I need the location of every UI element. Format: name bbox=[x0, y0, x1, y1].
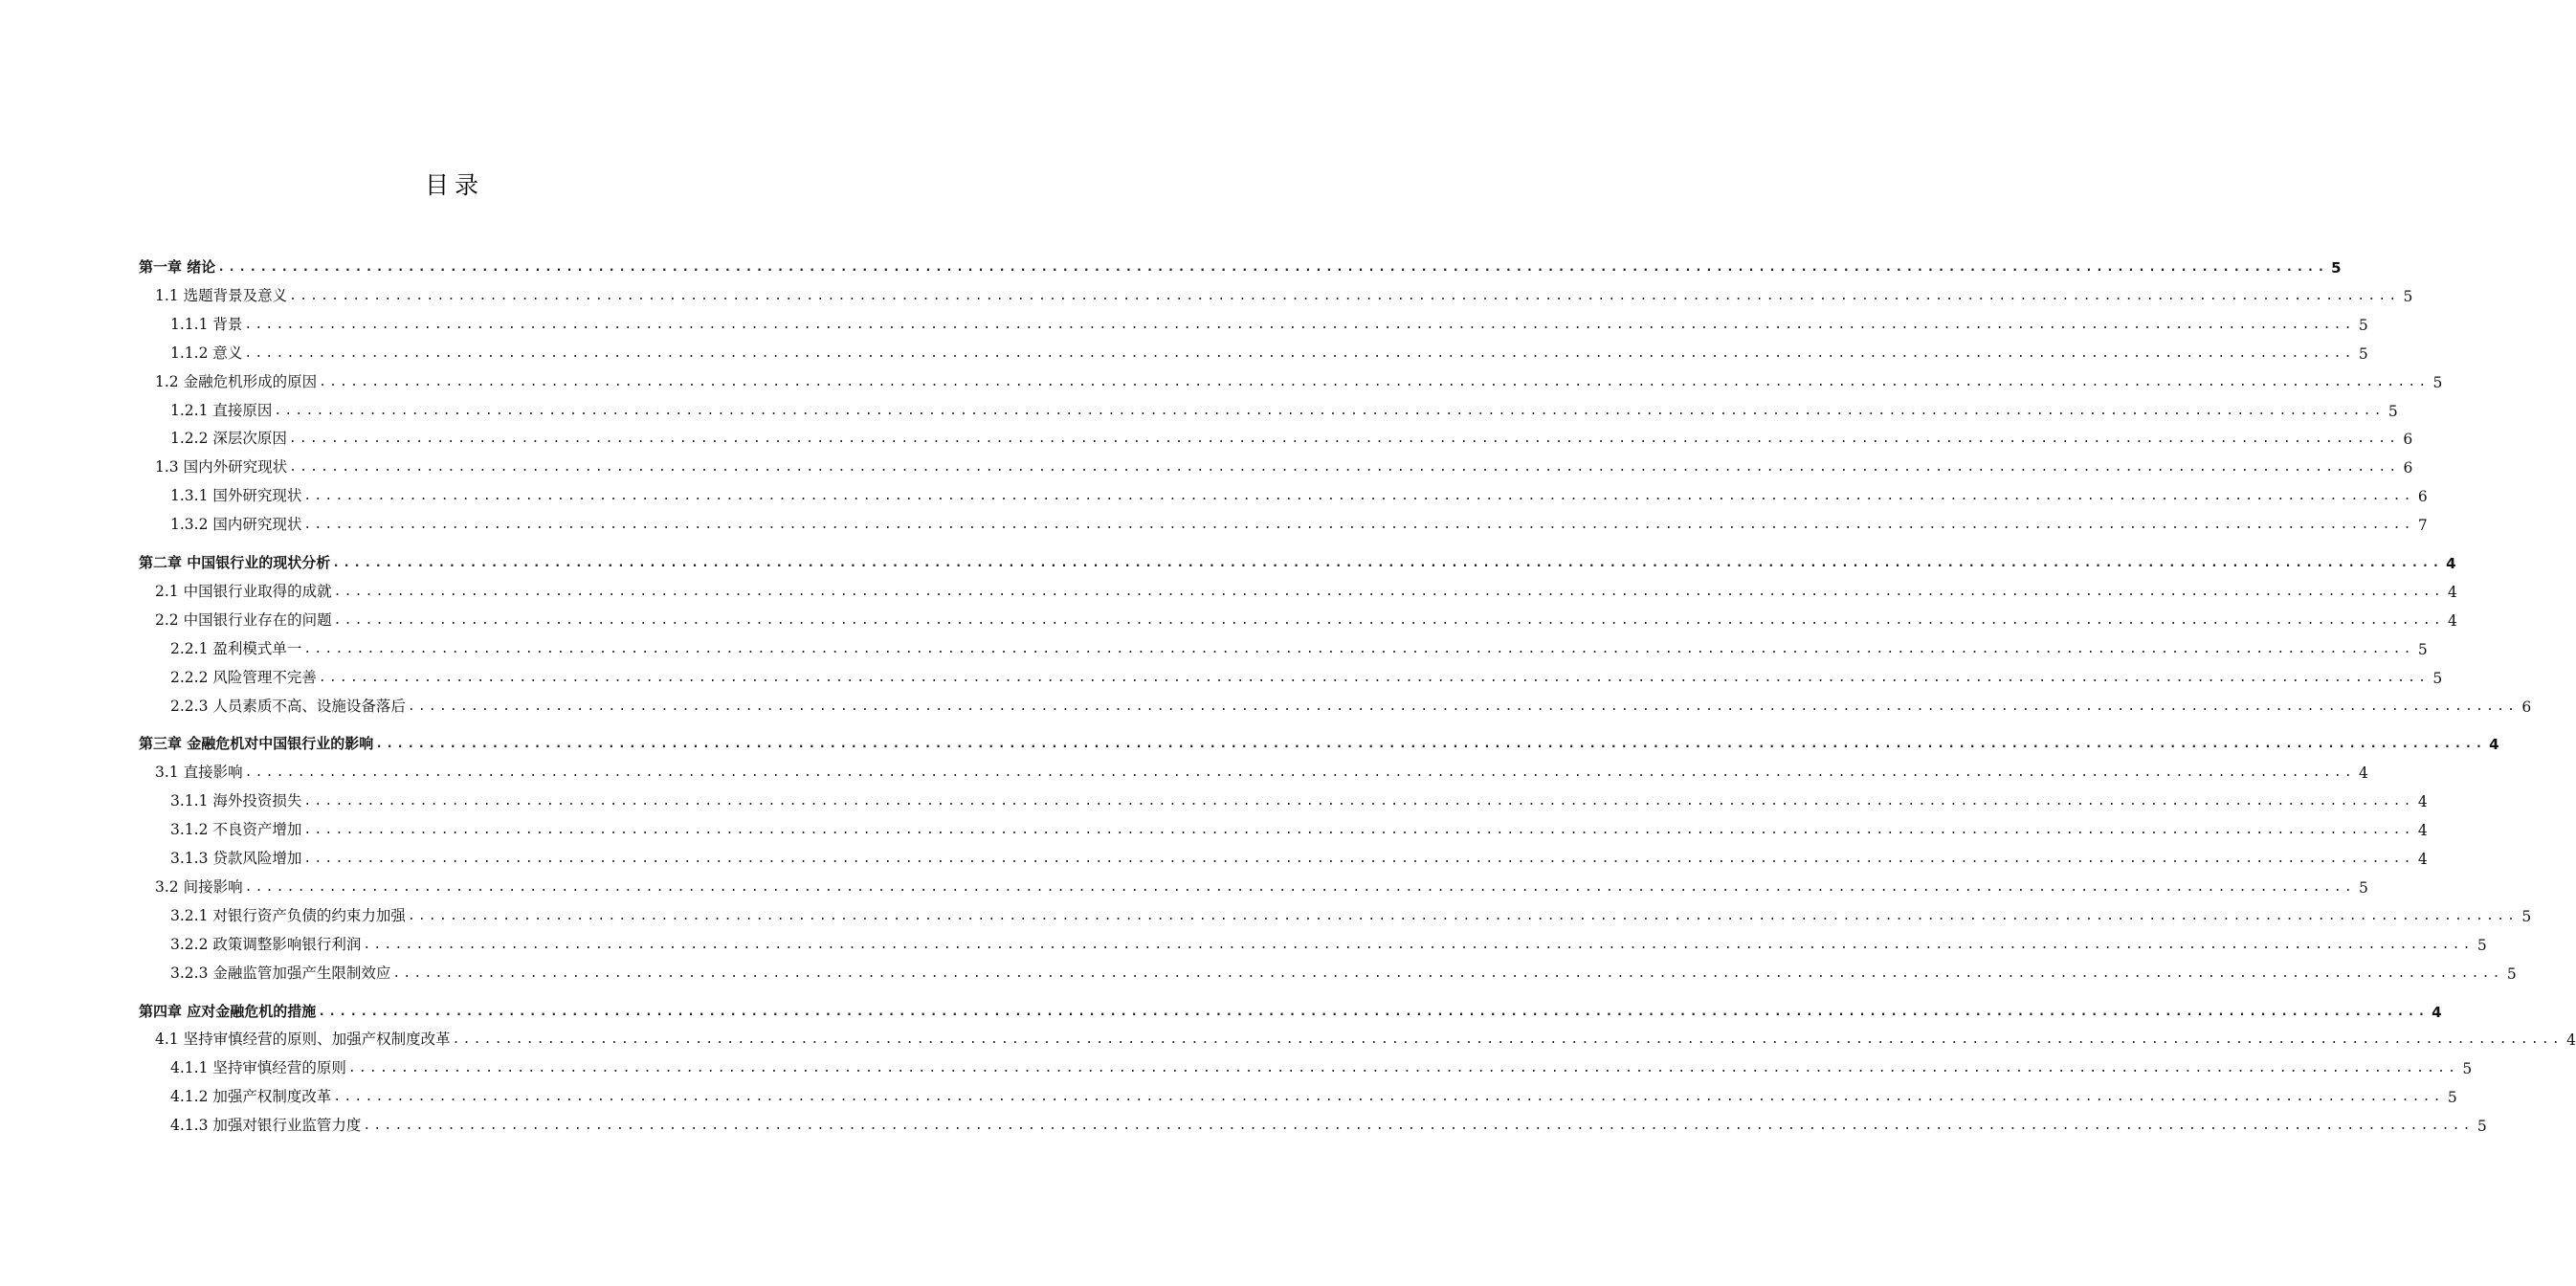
toc-page-number: 4 bbox=[2417, 822, 2428, 840]
toc-entry-label: 3.2.2 政策调整影响银行利润 bbox=[170, 935, 362, 953]
toc-page-number: 5 bbox=[2447, 1089, 2457, 1107]
toc-page-number: 4 bbox=[2417, 851, 2428, 868]
toc-chapter-entry[interactable] bbox=[0, 996, 2442, 1021]
toc-subsection-entry[interactable] bbox=[0, 958, 2517, 983]
toc-page-number: 5 bbox=[2521, 907, 2532, 925]
toc-subsection-entry[interactable] bbox=[0, 786, 2428, 811]
toc-section-entry[interactable] bbox=[0, 1024, 2576, 1050]
toc-chapter-entry[interactable] bbox=[0, 252, 2342, 277]
toc-page-number: 4 bbox=[2446, 555, 2456, 572]
toc-subsection-entry[interactable] bbox=[0, 929, 2487, 954]
dot-leader: ........................................................................................................................................................................................................ bbox=[332, 556, 2443, 570]
toc-entry-label: 1.3.1 国外研究现状 bbox=[170, 487, 302, 505]
toc-subsection-entry[interactable] bbox=[0, 338, 2368, 363]
toc-entry-label: 1.2.1 直接原因 bbox=[170, 401, 273, 419]
dot-leader: ........................................................................................................................................................................................................ bbox=[375, 737, 2486, 752]
toc-subsection-entry[interactable] bbox=[0, 900, 2532, 925]
toc-entry-label: 3.2 间接影响 bbox=[155, 877, 243, 896]
toc-page-number: 6 bbox=[2417, 488, 2428, 506]
toc-page-number: 4 bbox=[2448, 583, 2457, 601]
toc-entry-label: 4.1.1 坚持审慎经营的原则 bbox=[170, 1059, 346, 1077]
toc-entry-label: 第一章 绪论 bbox=[139, 258, 216, 276]
dot-leader: ........................................................................................................................................................................................................ bbox=[318, 670, 2430, 685]
toc-section-entry[interactable] bbox=[0, 280, 2413, 305]
dot-leader: ........................................................................................................................................................................................................ bbox=[407, 698, 2519, 714]
toc-entry-label: 4.1 坚持审慎经营的原则、加强产权制度改革 bbox=[155, 1031, 451, 1049]
toc-entry-label: 3.1.1 海外投资损失 bbox=[170, 792, 302, 810]
toc-page-number: 5 bbox=[2358, 316, 2368, 334]
toc-entry-label: 3.1.3 贷款风险增加 bbox=[170, 850, 302, 867]
dot-leader: ........................................................................................................................................................................................................ bbox=[289, 288, 2400, 303]
toc-section-entry[interactable] bbox=[0, 605, 2457, 630]
toc-chapter-entry[interactable] bbox=[0, 728, 2499, 754]
toc-entry-label: 3.1.2 不良资产增加 bbox=[170, 821, 302, 839]
dot-leader: ........................................................................................................................................................................................................ bbox=[244, 317, 2355, 332]
toc-entry-label: 4.1.3 加强对银行业监管力度 bbox=[170, 1117, 362, 1135]
dot-leader: ........................................................................................................................................................................................................ bbox=[303, 641, 2414, 656]
dot-leader: ........................................................................................................................................................................................................ bbox=[244, 879, 2355, 895]
toc-page-number: 5 bbox=[2331, 259, 2342, 277]
toc-page-number: 5 bbox=[2387, 402, 2398, 420]
toc-subsection-entry[interactable] bbox=[0, 814, 2428, 840]
toc-page-number: 4 bbox=[2359, 765, 2368, 783]
dot-leader: ........................................................................................................................................................................................................ bbox=[333, 1090, 2444, 1105]
toc-page-number: 5 bbox=[2359, 878, 2368, 897]
dot-leader: ........................................................................................................................................................................................................ bbox=[319, 374, 2430, 389]
dot-leader: ........................................................................................................................................................................................................ bbox=[347, 1061, 2459, 1076]
toc-entry-label: 1.2 金融危机形成的原因 bbox=[155, 372, 318, 390]
toc-subsection-entry[interactable] bbox=[0, 309, 2368, 334]
dot-leader: ........................................................................................................................................................................................................ bbox=[303, 518, 2414, 533]
toc-section-entry[interactable] bbox=[0, 576, 2457, 601]
toc-subsection-entry[interactable] bbox=[0, 1110, 2487, 1136]
toc-entry-label: 1.1 选题背景及意义 bbox=[155, 286, 288, 304]
toc-page-number: 5 bbox=[2476, 936, 2487, 954]
toc-subsection-entry[interactable] bbox=[0, 423, 2413, 449]
toc-entry-label: 1.3 国内外研究现状 bbox=[155, 458, 288, 477]
toc-subsection-entry[interactable] bbox=[0, 633, 2428, 658]
dot-leader: ........................................................................................................................................................................................................ bbox=[289, 460, 2400, 476]
toc-entry-label: 3.2.3 金融监管加强产生限制效应 bbox=[170, 964, 391, 982]
toc-page-number: 5 bbox=[2506, 964, 2517, 983]
toc-page-number: 5 bbox=[2432, 669, 2443, 687]
toc-entry-label: 1.2.2 深层次原因 bbox=[170, 430, 287, 448]
toc-entry-label: 2.2.1 盈利模式单一 bbox=[170, 639, 302, 657]
toc-page-number: 7 bbox=[2417, 517, 2428, 535]
dot-leader: ........................................................................................................................................................................................................ bbox=[333, 612, 2444, 628]
toc-entry-label: 第二章 中国银行业的现状分析 bbox=[139, 554, 331, 571]
toc-section-entry[interactable] bbox=[0, 366, 2443, 391]
toc-page-number: 4 bbox=[2432, 1003, 2442, 1021]
dot-leader: ........................................................................................................................................................................................................ bbox=[274, 403, 2385, 418]
toc-section-entry[interactable] bbox=[0, 452, 2413, 477]
toc-entry-label: 3.2.1 对银行资产负债的约束力加强 bbox=[170, 906, 406, 924]
toc-page-number: 5 bbox=[2432, 373, 2443, 391]
dot-leader: ........................................................................................................................................................................................................ bbox=[288, 432, 2400, 447]
toc-entry-label: 4.1.2 加强产权制度改革 bbox=[170, 1088, 332, 1106]
dot-leader: ........................................................................................................................................................................................................ bbox=[333, 584, 2444, 599]
dot-leader: ........................................................................................................................................................................................................ bbox=[363, 1119, 2474, 1134]
toc-subsection-entry[interactable] bbox=[0, 1053, 2473, 1078]
toc-subsection-entry[interactable] bbox=[0, 843, 2428, 868]
toc-entry-label: 2.2 中国银行业存在的问题 bbox=[155, 610, 332, 629]
toc-subsection-entry[interactable] bbox=[0, 662, 2443, 687]
dot-leader: ........................................................................................................................................................................................................ bbox=[318, 1004, 2429, 1019]
toc-subsection-entry[interactable] bbox=[0, 395, 2398, 420]
dot-leader: ........................................................................................................................................................................................................ bbox=[303, 489, 2414, 504]
toc-page-number: 6 bbox=[2403, 431, 2413, 449]
toc-entry-label: 3.1 直接影响 bbox=[155, 764, 243, 782]
toc-entry-label: 2.2.3 人员素质不高、设施设备落后 bbox=[170, 697, 406, 715]
toc-page-number: 4 bbox=[2566, 1031, 2576, 1050]
toc-entry-label: 1.1.1 背景 bbox=[170, 315, 243, 333]
toc-page-number: 5 bbox=[2417, 640, 2428, 658]
toc-page-number: 4 bbox=[2417, 793, 2428, 811]
toc-entry-label: 2.2.2 风险管理不完善 bbox=[170, 668, 317, 686]
dot-leader: ........................................................................................................................................................................................................ bbox=[244, 345, 2355, 361]
toc-entry-label: 2.1 中国银行业取得的成就 bbox=[155, 582, 332, 600]
toc-page-number: 6 bbox=[2403, 459, 2413, 477]
toc-subsection-entry[interactable] bbox=[0, 1081, 2457, 1107]
toc-page-number: 5 bbox=[2403, 287, 2413, 305]
dot-leader: ........................................................................................................................................................................................................ bbox=[303, 794, 2414, 809]
toc-subsection-entry[interactable] bbox=[0, 480, 2428, 506]
dot-leader: ........................................................................................................................................................................................................ bbox=[452, 1032, 2563, 1048]
toc-chapter-entry[interactable] bbox=[0, 547, 2456, 572]
toc-subsection-entry[interactable] bbox=[0, 509, 2428, 535]
toc-page-number: 4 bbox=[2448, 611, 2457, 630]
toc-page-number: 4 bbox=[2489, 736, 2499, 754]
dot-leader: ........................................................................................................................................................................................................ bbox=[363, 937, 2474, 952]
page-title: 目录 bbox=[424, 171, 484, 199]
toc-section-entry[interactable] bbox=[0, 757, 2368, 783]
toc-page-number: 5 bbox=[2462, 1060, 2473, 1078]
toc-page-number: 5 bbox=[2358, 344, 2368, 363]
dot-leader: ........................................................................................................................................................................................................ bbox=[303, 823, 2414, 838]
dot-leader: ........................................................................................................................................................................................................ bbox=[303, 852, 2414, 866]
toc-subsection-entry[interactable] bbox=[0, 691, 2532, 716]
toc-page-number: 5 bbox=[2476, 1118, 2487, 1136]
toc-entry-label: 1.3.2 国内研究现状 bbox=[170, 516, 302, 534]
toc-entry-label: 1.1.2 意义 bbox=[170, 344, 243, 362]
dot-leader: ........................................................................................................................................................................................................ bbox=[217, 260, 2328, 275]
dot-leader: ........................................................................................................................................................................................................ bbox=[244, 765, 2355, 781]
dot-leader: ........................................................................................................................................................................................................ bbox=[392, 965, 2503, 981]
toc-entry-label: 第四章 应对金融危机的措施 bbox=[139, 1002, 317, 1020]
toc-section-entry[interactable] bbox=[0, 872, 2368, 897]
toc-page-number: 6 bbox=[2521, 698, 2532, 716]
toc-entry-label: 第三章 金融危机对中国银行业的影响 bbox=[139, 735, 374, 753]
dot-leader: ........................................................................................................................................................................................................ bbox=[407, 908, 2519, 923]
